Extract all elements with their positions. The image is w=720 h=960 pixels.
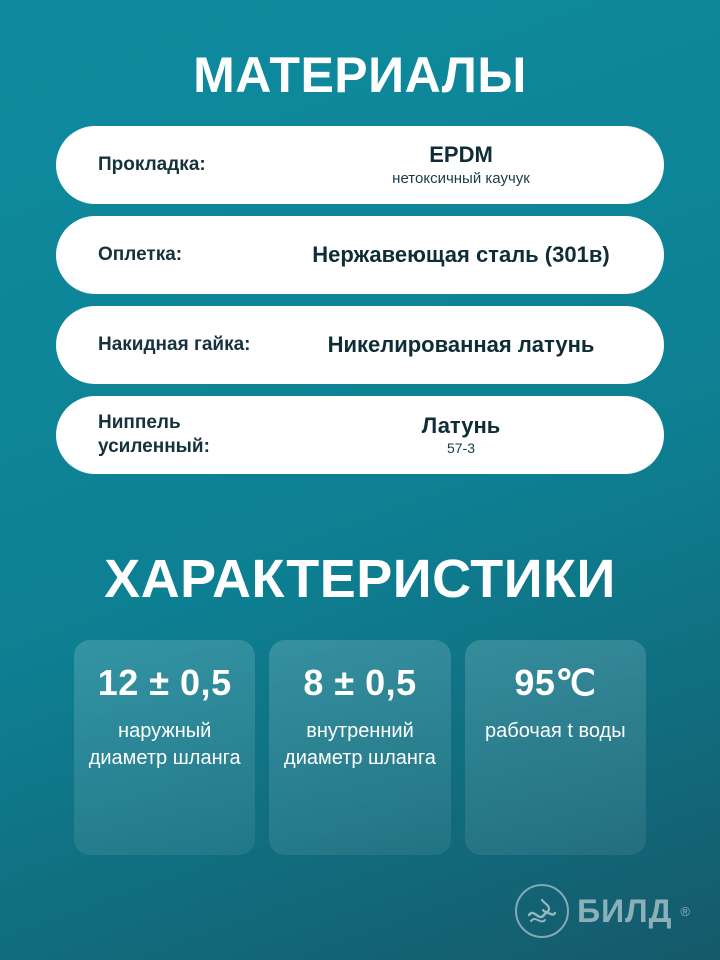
wave-logo-icon [515, 884, 569, 938]
materials-list [24, 126, 696, 474]
material-row-braid [56, 216, 664, 294]
brand-registered-mark: ® [680, 903, 690, 919]
specs-card-list [24, 640, 696, 855]
material-value [288, 413, 634, 457]
material-label: Прокладка: [98, 154, 206, 176]
material-value [288, 142, 634, 187]
material-value-sub: 57-3 [446, 440, 476, 457]
spec-value: 12 ± 0,5 [97, 662, 232, 703]
material-value [288, 332, 634, 358]
material-row-gasket [56, 126, 664, 204]
spec-caption: внутренний диаметр шланга [284, 720, 436, 769]
spec-caption: наружный диаметр шланга [88, 720, 241, 769]
brand-name: БИЛД [577, 892, 673, 929]
spec-value: 95℃ [514, 662, 597, 703]
material-row-nipple [56, 396, 664, 474]
brand-logo [515, 884, 690, 938]
material-value-main: Латунь [421, 412, 501, 438]
spec-card-outer-diameter [74, 640, 255, 855]
material-value-sub: нетоксичный каучук [392, 169, 530, 187]
spec-value: 8 ± 0,5 [303, 662, 417, 703]
material-value-main: Нержавеющая сталь (301в) [312, 241, 610, 267]
material-value-main: EPDM [429, 142, 493, 168]
material-label: Ниппель усиленный: [98, 412, 210, 457]
materials-title: МАТЕРИАЛЫ [193, 47, 527, 103]
material-value-main: Никелированная латунь [327, 331, 595, 357]
spec-caption: рабочая t воды [485, 720, 626, 742]
specs-title: ХАРАКТЕРИСТИКИ [104, 549, 616, 609]
spec-card-inner-diameter [269, 640, 450, 855]
spec-card-water-temperature [465, 640, 646, 855]
material-label: Оплетка: [98, 244, 183, 266]
material-value [288, 242, 634, 268]
material-label: Накидная гайка: [98, 334, 251, 356]
material-row-nut [56, 306, 664, 384]
